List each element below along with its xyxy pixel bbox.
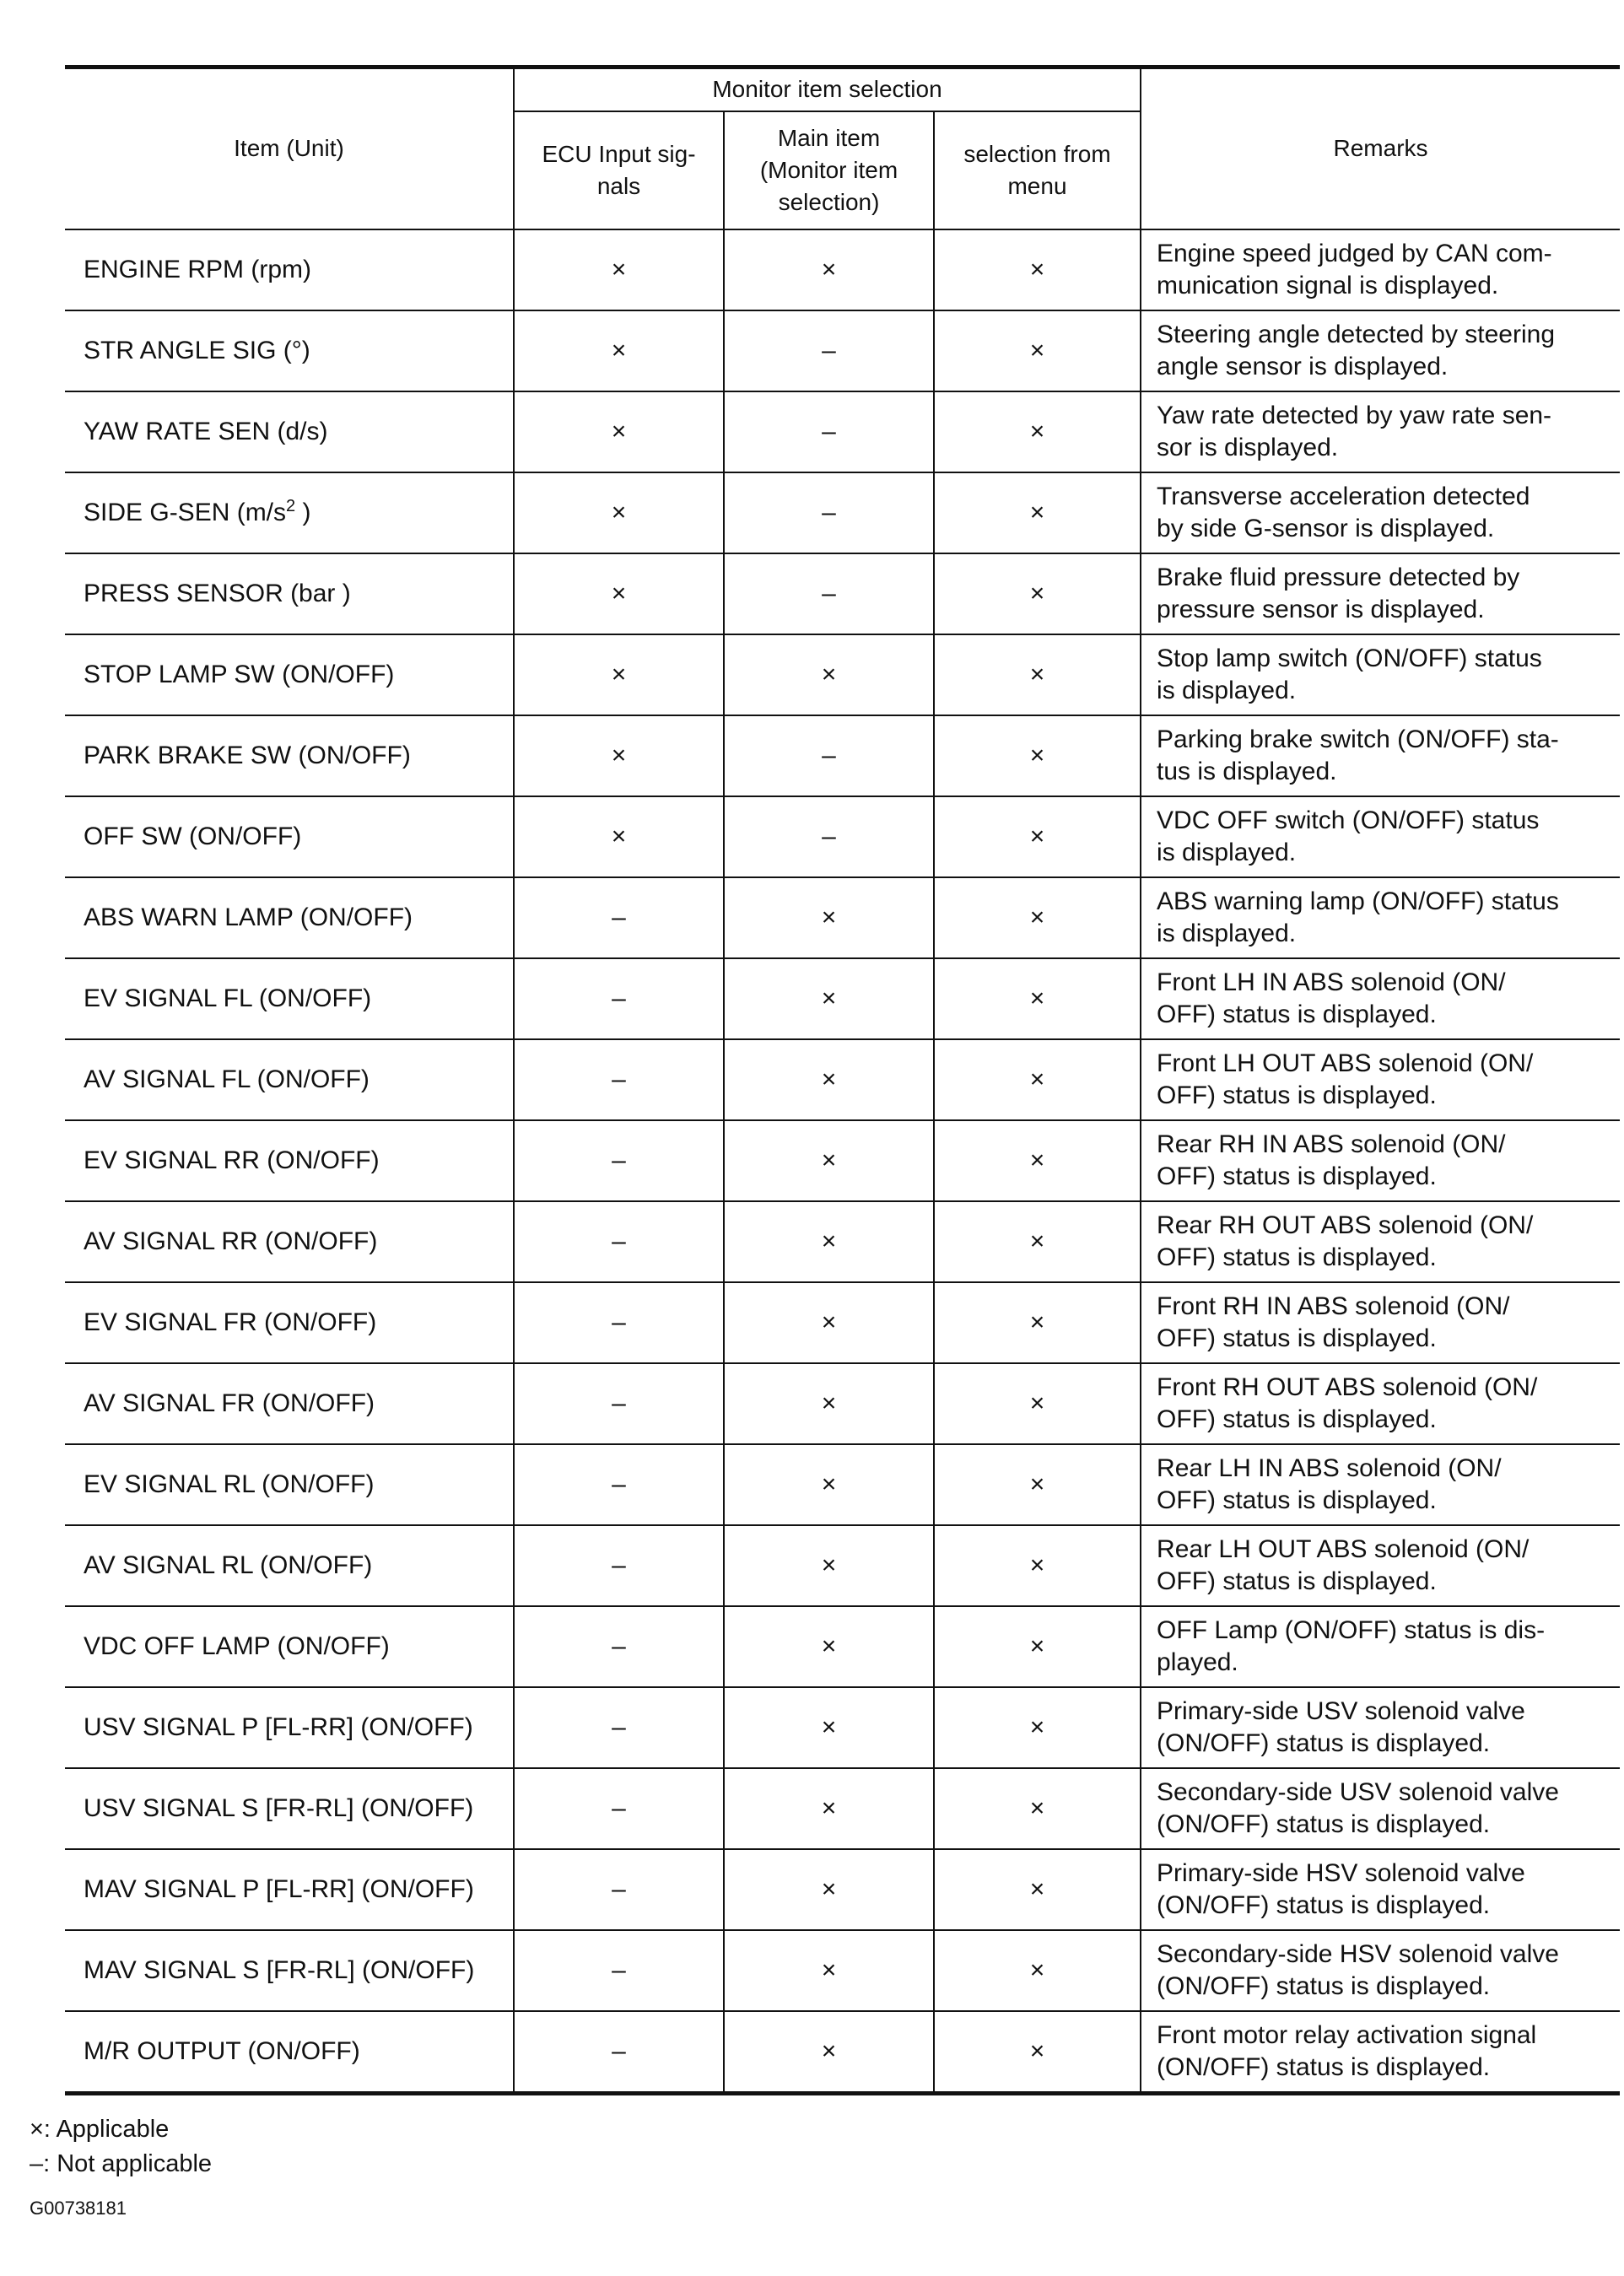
cell-main-item: – xyxy=(724,391,934,472)
cell-remarks: Front LH IN ABS solenoid (ON/ OFF) status is displayed. xyxy=(1141,958,1620,1039)
cell-main-item: × xyxy=(724,1687,934,1768)
table-row xyxy=(65,553,1620,634)
cell-selection-from-menu: × xyxy=(934,310,1141,391)
cell-item: YAW RATE SEN (d/s) xyxy=(65,391,514,472)
table-body xyxy=(65,229,1620,2094)
table-row xyxy=(65,1606,1620,1687)
figure-code: G00738181 xyxy=(30,2198,127,2219)
table-row xyxy=(65,1444,1620,1525)
table-row xyxy=(65,391,1620,472)
cell-remarks: Rear RH IN ABS solenoid (ON/ OFF) status is displayed. xyxy=(1141,1120,1620,1201)
table-row xyxy=(65,310,1620,391)
cell-item: EV SIGNAL RR (ON/OFF) xyxy=(65,1120,514,1201)
header-main-item: Main item (Monitor item selection) xyxy=(724,111,934,229)
cell-ecu-input: – xyxy=(514,877,724,958)
cell-item: EV SIGNAL FR (ON/OFF) xyxy=(65,1282,514,1363)
cell-ecu-input: – xyxy=(514,1282,724,1363)
cell-item: PRESS SENSOR (bar ) xyxy=(65,553,514,634)
table-row xyxy=(65,1120,1620,1201)
cell-selection-from-menu: × xyxy=(934,958,1141,1039)
cell-ecu-input: – xyxy=(514,1039,724,1120)
cell-item: VDC OFF LAMP (ON/OFF) xyxy=(65,1606,514,1687)
cell-remarks: Front RH OUT ABS solenoid (ON/ OFF) status is displayed. xyxy=(1141,1363,1620,1444)
cell-item: MAV SIGNAL S [FR-RL] (ON/OFF) xyxy=(65,1930,514,2011)
cell-selection-from-menu: × xyxy=(934,1687,1141,1768)
cell-ecu-input: – xyxy=(514,1444,724,1525)
cell-main-item: × xyxy=(724,958,934,1039)
cell-main-item: × xyxy=(724,1120,934,1201)
cell-main-item: – xyxy=(724,472,934,553)
cell-selection-from-menu: × xyxy=(934,1120,1141,1201)
cell-ecu-input: × xyxy=(514,310,724,391)
cell-remarks: Stop lamp switch (ON/OFF) status is displayed. xyxy=(1141,634,1620,715)
cell-main-item: × xyxy=(724,1282,934,1363)
cell-remarks: Parking brake switch (ON/OFF) sta- tus is displayed. xyxy=(1141,715,1620,796)
cell-selection-from-menu: × xyxy=(934,1201,1141,1282)
table-row xyxy=(65,472,1620,553)
cell-remarks: VDC OFF switch (ON/OFF) status is displayed. xyxy=(1141,796,1620,877)
cell-remarks: Secondary-side USV solenoid valve (ON/OFF) status is displayed. xyxy=(1141,1768,1620,1849)
cell-item: SIDE G-SEN ($m/s^2$ ) xyxy=(65,472,514,553)
cell-main-item: × xyxy=(724,1444,934,1525)
cell-item: STOP LAMP SW (ON/OFF) xyxy=(65,634,514,715)
cell-selection-from-menu: × xyxy=(934,2011,1141,2094)
table-row xyxy=(65,958,1620,1039)
table-row xyxy=(65,1687,1620,1768)
header-item-unit: Item (Unit) xyxy=(65,67,514,229)
cell-item: AV SIGNAL RR (ON/OFF) xyxy=(65,1201,514,1282)
cell-selection-from-menu: × xyxy=(934,715,1141,796)
cell-main-item: – xyxy=(724,553,934,634)
cell-remarks: Yaw rate detected by yaw rate sen- sor is displayed. xyxy=(1141,391,1620,472)
cell-selection-from-menu: × xyxy=(934,553,1141,634)
cell-main-item: × xyxy=(724,1039,934,1120)
cell-ecu-input: – xyxy=(514,1120,724,1201)
cell-remarks: Front RH IN ABS solenoid (ON/ OFF) status is displayed. xyxy=(1141,1282,1620,1363)
cell-remarks: Rear LH OUT ABS solenoid (ON/ OFF) status is displayed. xyxy=(1141,1525,1620,1606)
cell-ecu-input: × xyxy=(514,634,724,715)
cell-ecu-input: – xyxy=(514,958,724,1039)
cell-remarks: Steering angle detected by steering angle sensor is displayed. xyxy=(1141,310,1620,391)
cell-main-item: × xyxy=(724,1201,934,1282)
cell-selection-from-menu: × xyxy=(934,1525,1141,1606)
cell-ecu-input: – xyxy=(514,1687,724,1768)
table-row xyxy=(65,877,1620,958)
cell-ecu-input: – xyxy=(514,1849,724,1930)
cell-main-item: – xyxy=(724,796,934,877)
header-remarks: Remarks xyxy=(1141,67,1620,229)
cell-selection-from-menu: × xyxy=(934,391,1141,472)
cell-main-item: × xyxy=(724,634,934,715)
cell-main-item: × xyxy=(724,1525,934,1606)
cell-item: M/R OUTPUT (ON/OFF) xyxy=(65,2011,514,2094)
cell-item: MAV SIGNAL P [FL-RR] (ON/OFF) xyxy=(65,1849,514,1930)
table-row xyxy=(65,634,1620,715)
cell-item: ENGINE RPM (rpm) xyxy=(65,229,514,310)
cell-selection-from-menu: × xyxy=(934,1363,1141,1444)
cell-item: AV SIGNAL FR (ON/OFF) xyxy=(65,1363,514,1444)
cell-main-item: × xyxy=(724,2011,934,2094)
monitor-items-table xyxy=(65,65,1620,2095)
cell-main-item: × xyxy=(724,1606,934,1687)
legend-not-applicable: –: Not applicable xyxy=(30,2150,213,2177)
cell-selection-from-menu: × xyxy=(934,1282,1141,1363)
cell-selection-from-menu: × xyxy=(934,472,1141,553)
cell-remarks: Rear RH OUT ABS solenoid (ON/ OFF) status is displayed. xyxy=(1141,1201,1620,1282)
cell-selection-from-menu: × xyxy=(934,1930,1141,2011)
table-row xyxy=(65,1849,1620,1930)
cell-remarks: ABS warning lamp (ON/OFF) status is displayed. xyxy=(1141,877,1620,958)
cell-ecu-input: × xyxy=(514,472,724,553)
cell-item: PARK BRAKE SW (ON/OFF) xyxy=(65,715,514,796)
cell-selection-from-menu: × xyxy=(934,1849,1141,1930)
header-selection-from-menu: selection from menu xyxy=(934,111,1141,229)
table-row xyxy=(65,1768,1620,1849)
cell-remarks: Front motor relay activation signal (ON/OFF) status is displayed. xyxy=(1141,2011,1620,2094)
cell-selection-from-menu: × xyxy=(934,634,1141,715)
cell-selection-from-menu: × xyxy=(934,877,1141,958)
cell-remarks: OFF Lamp (ON/OFF) status is dis- played. xyxy=(1141,1606,1620,1687)
cell-main-item: – xyxy=(724,310,934,391)
cell-ecu-input: – xyxy=(514,1606,724,1687)
cell-main-item: × xyxy=(724,229,934,310)
table-row xyxy=(65,1282,1620,1363)
table-row xyxy=(65,1363,1620,1444)
table-row xyxy=(65,1525,1620,1606)
cell-main-item: × xyxy=(724,1363,934,1444)
table-row xyxy=(65,796,1620,877)
table-row xyxy=(65,715,1620,796)
cell-main-item: – xyxy=(724,715,934,796)
table-row xyxy=(65,1201,1620,1282)
header-monitor-item-selection: Monitor item selection xyxy=(514,67,1141,111)
cell-item: STR ANGLE SIG (°) xyxy=(65,310,514,391)
cell-main-item: × xyxy=(724,877,934,958)
cell-selection-from-menu: × xyxy=(934,796,1141,877)
cell-remarks: Primary-side USV solenoid valve (ON/OFF) status is displayed. xyxy=(1141,1687,1620,1768)
header-ecu-input-signals: ECU Input sig- nals xyxy=(514,111,724,229)
cell-remarks: Secondary-side HSV solenoid valve (ON/OFF) status is displayed. xyxy=(1141,1930,1620,2011)
cell-remarks: Transverse acceleration detected by side G-sensor is displayed. xyxy=(1141,472,1620,553)
cell-ecu-input: – xyxy=(514,1201,724,1282)
cell-main-item: × xyxy=(724,1930,934,2011)
cell-item: ABS WARN LAMP (ON/OFF) xyxy=(65,877,514,958)
cell-ecu-input: × xyxy=(514,229,724,310)
cell-item: EV SIGNAL RL (ON/OFF) xyxy=(65,1444,514,1525)
cell-remarks: Primary-side HSV solenoid valve (ON/OFF) status is displayed. xyxy=(1141,1849,1620,1930)
cell-remarks: Engine speed judged by CAN com- munication signal is displayed. xyxy=(1141,229,1620,310)
cell-remarks: Rear LH IN ABS solenoid (ON/ OFF) status is displayed. xyxy=(1141,1444,1620,1525)
legend-applicable: ×: Applicable xyxy=(30,2116,170,2143)
cell-main-item: × xyxy=(724,1768,934,1849)
cell-item: AV SIGNAL FL (ON/OFF) xyxy=(65,1039,514,1120)
cell-selection-from-menu: × xyxy=(934,229,1141,310)
cell-item: AV SIGNAL RL (ON/OFF) xyxy=(65,1525,514,1606)
cell-selection-from-menu: × xyxy=(934,1768,1141,1849)
table-row xyxy=(65,229,1620,310)
cell-remarks: Front LH OUT ABS solenoid (ON/ OFF) status is displayed. xyxy=(1141,1039,1620,1120)
cell-ecu-input: – xyxy=(514,1768,724,1849)
cell-item: OFF SW (ON/OFF) xyxy=(65,796,514,877)
cell-item: EV SIGNAL FL (ON/OFF) xyxy=(65,958,514,1039)
cell-selection-from-menu: × xyxy=(934,1039,1141,1120)
table-row xyxy=(65,1039,1620,1120)
cell-ecu-input: – xyxy=(514,2011,724,2094)
cell-ecu-input: – xyxy=(514,1363,724,1444)
cell-selection-from-menu: × xyxy=(934,1444,1141,1525)
cell-ecu-input: × xyxy=(514,553,724,634)
cell-ecu-input: × xyxy=(514,391,724,472)
cell-ecu-input: – xyxy=(514,1525,724,1606)
table-row xyxy=(65,2011,1620,2094)
cell-ecu-input: × xyxy=(514,796,724,877)
cell-selection-from-menu: × xyxy=(934,1606,1141,1687)
cell-remarks: Brake fluid pressure detected by pressure sensor is displayed. xyxy=(1141,553,1620,634)
table-row xyxy=(65,1930,1620,2011)
cell-item: USV SIGNAL S [FR-RL] (ON/OFF) xyxy=(65,1768,514,1849)
cell-ecu-input: × xyxy=(514,715,724,796)
cell-ecu-input: – xyxy=(514,1930,724,2011)
cell-main-item: × xyxy=(724,1849,934,1930)
cell-item: USV SIGNAL P [FL-RR] (ON/OFF) xyxy=(65,1687,514,1768)
